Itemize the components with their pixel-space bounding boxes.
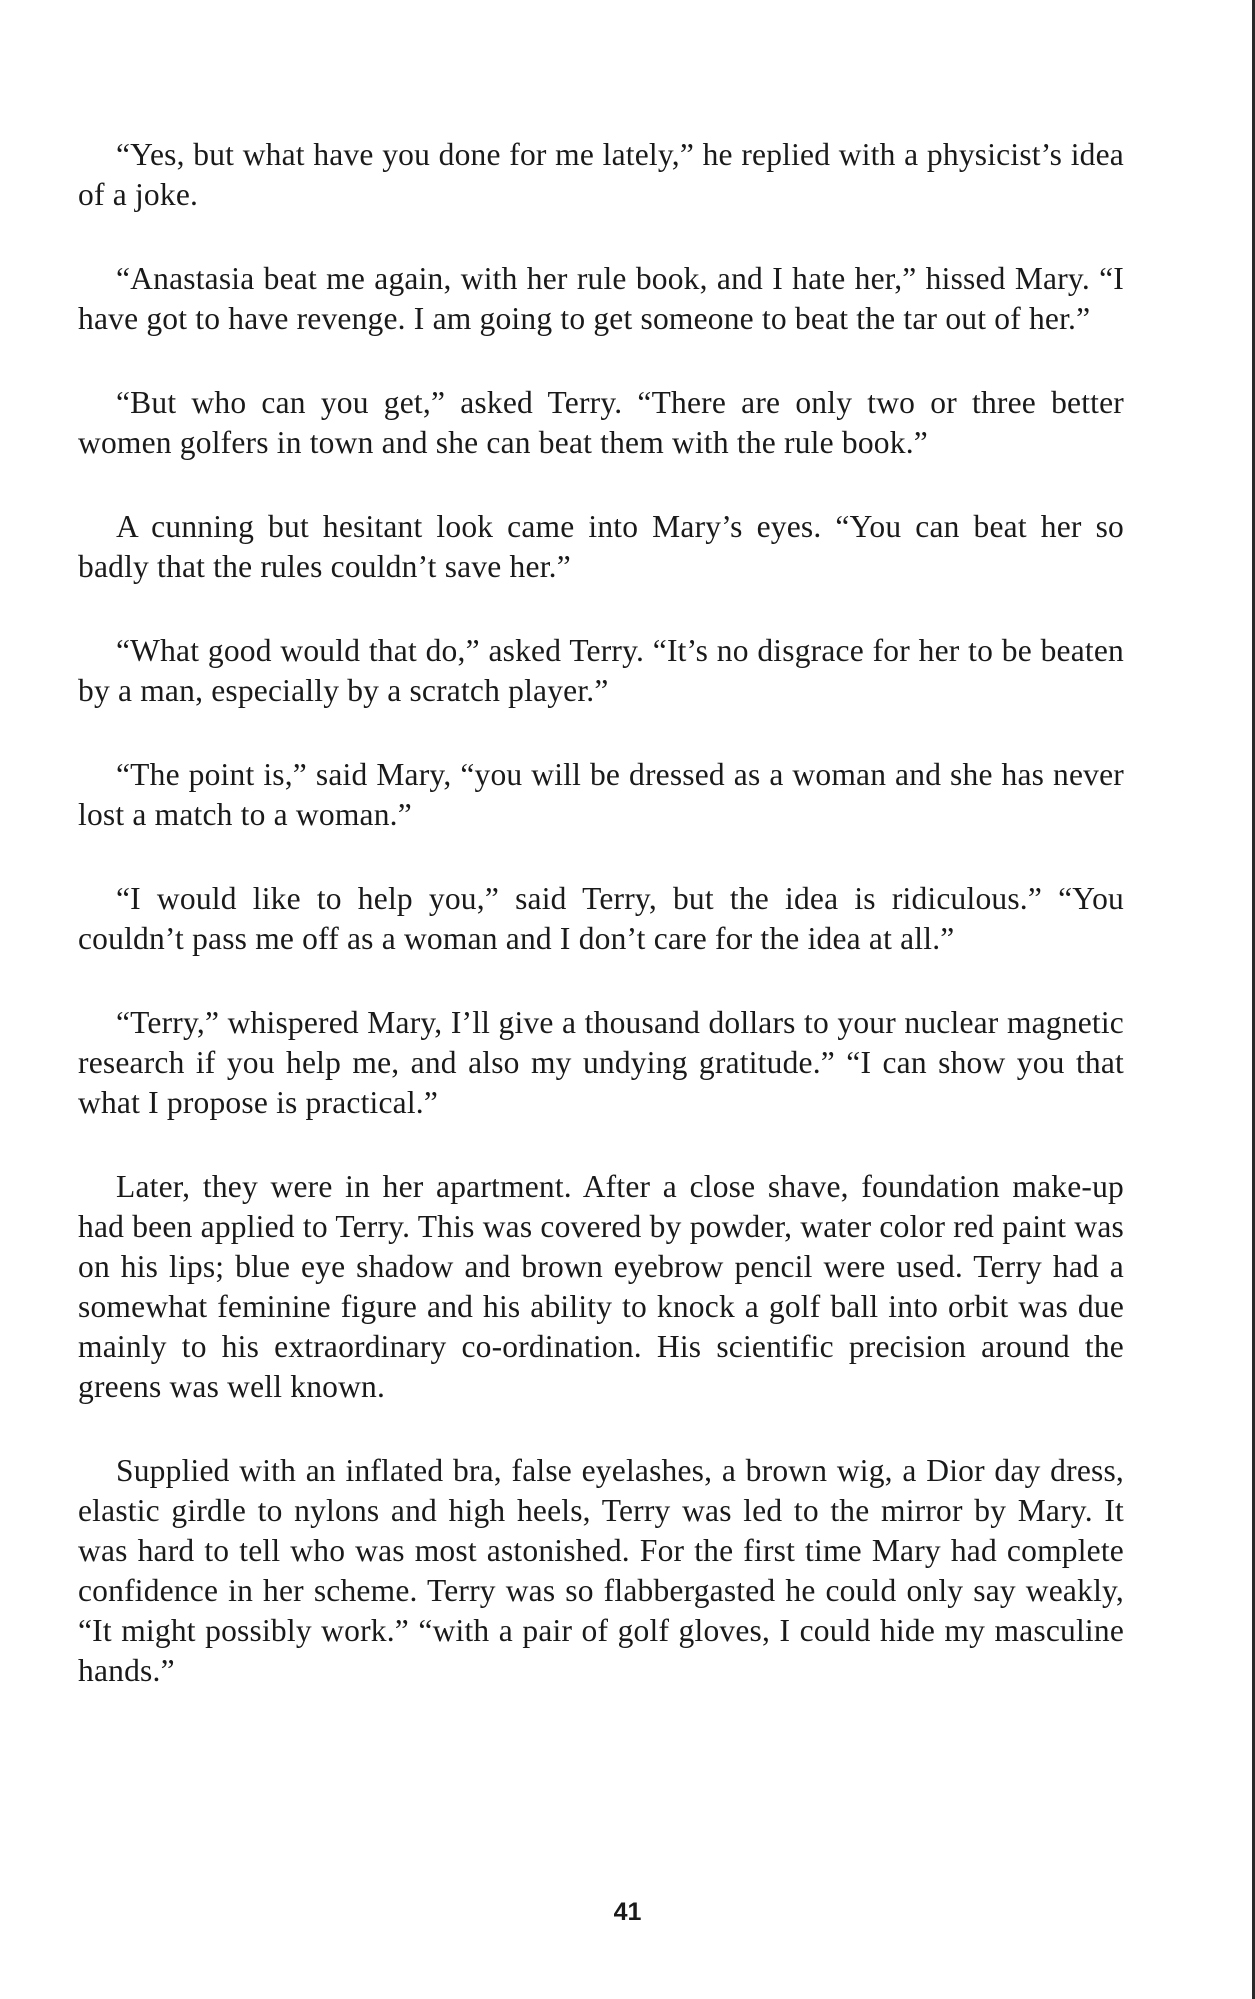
paragraph: Supplied with an inflated bra, false eyelashes, a brown wig, a Dior day dress, elastic girdle to nylons and high heels, Terry was led to the mirror by Mary. It was hard to tell who was most astonished. For the first time Mary had complete confidence in her scheme. Terry was so flabbergasted he could only say weakly, “It might possibly work.” “with a pair of golf gloves, I could hide my masculine hands.” (78, 1453, 1124, 1688)
paragraph: “But who can you get,” asked Terry. “There are only two or three better women golfers in town and she can beat them with the rule book.” (78, 385, 1124, 460)
paragraph: “Yes, but what have you done for me lately,” he replied with a physicist’s idea of a joke. (78, 137, 1124, 212)
page-body (78, 135, 1124, 1735)
paragraph: “The point is,” said Mary, “you will be dressed as a woman and she has never lost a match to a woman.” (78, 757, 1124, 832)
page-number: 41 (613, 1898, 642, 1926)
paragraph: “Terry,” whispered Mary, I’ll give a thousand dollars to your nuclear magnetic research if you help me, and also my undying gratitude.” “I can show you that what I propose is practical.” (78, 1005, 1124, 1120)
paragraph: Later, they were in her apartment. After a close shave, foundation make-up had been applied to Terry. This was covered by powder, water color red paint was on his lips; blue eye shadow and brown eyebrow pencil were used. Terry had a somewhat feminine figure and his ability to knock a golf ball into orbit was due mainly to his extraordinary co-ordination. His scientific precision around the greens was well known. (78, 1169, 1124, 1404)
paragraph: “What good would that do,” asked Terry. “It’s no disgrace for her to be beaten by a man, especially by a scratch player.” (78, 633, 1124, 708)
paragraph: “Anastasia beat me again, with her rule book, and I hate her,” hissed Mary. “I have got to have revenge. I am going to get someone to beat the tar out of her.” (78, 261, 1124, 336)
paragraph: “I would like to help you,” said Terry, but the idea is ridiculous.” “You couldn’t pass me off as a woman and I don’t care for the idea at all.” (78, 881, 1124, 956)
paragraph: A cunning but hesitant look came into Mary’s eyes. “You can beat her so badly that the rules couldn’t save her.” (78, 509, 1124, 584)
